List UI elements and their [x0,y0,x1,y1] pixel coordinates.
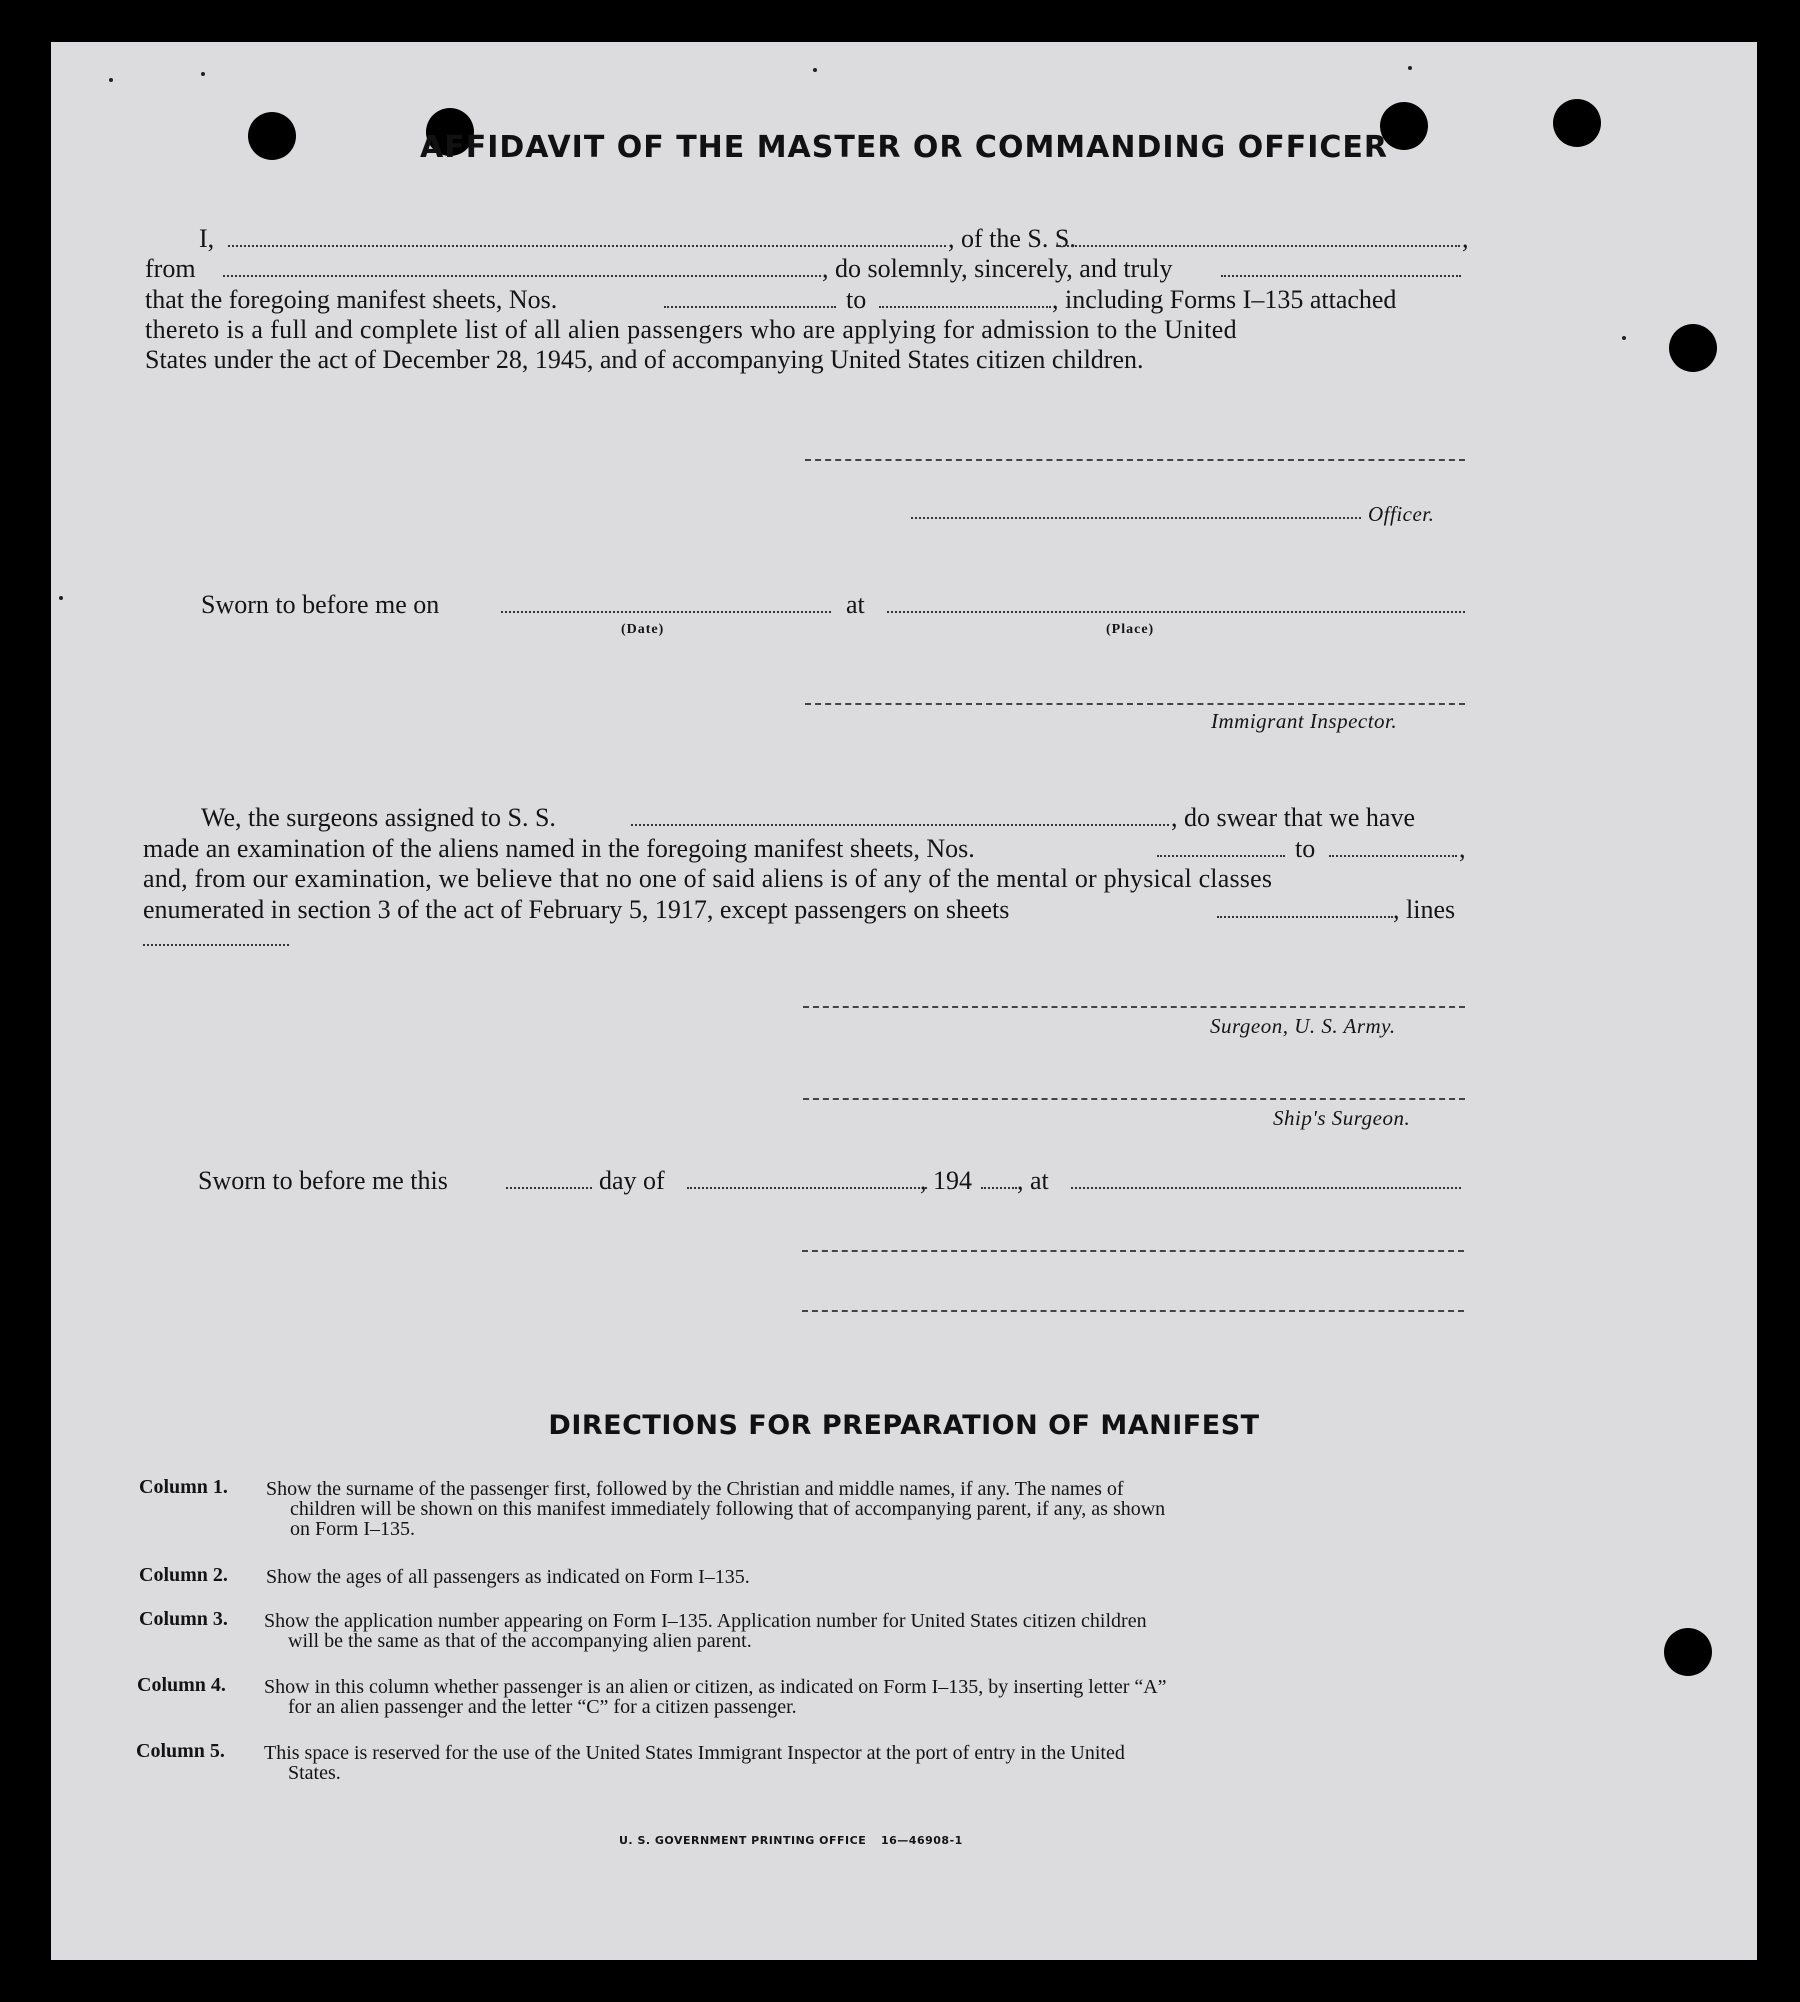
place-label: (Place) [1106,622,1155,637]
oath-field[interactable] [1221,275,1461,277]
master-name-field[interactable] [228,245,946,247]
ship-surgeon-signature-line[interactable] [803,1098,1465,1100]
exam-sheet-from-field[interactable] [1157,855,1285,857]
column-description: Show the surname of the passenger first, followed by the Christian and middle names, if any. The names of children will be shown on this manifest immediately following that of accompanying parent, if any, as shown on Form I–135. [266,1478,1166,1540]
affidavit-text: States under the act of December 28, 1945, and of accompanying United States citizen children. [145,345,1144,374]
column-description: Show the ages of all passengers as indicated on Form I–135. [266,1566,750,1588]
affidavit-text: , [1462,224,1469,253]
affidavit-text: I, [199,224,215,253]
column-label: Column 1. [139,1476,228,1498]
affidavit-text: , do solemnly, sincerely, and truly [822,254,1173,283]
affidavit-text: to [846,285,867,314]
date-label: (Date) [621,622,665,637]
column-description: Show in this column whether passenger is an alien or citizen, as indicated on Form I–135, by inserting letter “A” for an alien passenger and the letter “C” for a citizen passenger. [264,1676,1167,1718]
inspector-signature-line[interactable] [805,703,1465,705]
speck [201,72,205,76]
officer-title-line[interactable] [911,517,1361,519]
affidavit-text: , of the S. S. [948,224,1076,253]
exam-sheet-to-field[interactable] [1329,855,1457,857]
column-label: Column 2. [139,1564,228,1586]
printer-credit: U. S. GOVERNMENT PRINTING OFFICE [619,1834,867,1847]
sheet-from-field[interactable] [664,306,836,308]
sworn-place-field[interactable] [887,611,1465,613]
ship-name-field[interactable] [1056,245,1460,247]
surgeons-text: , lines [1393,895,1456,924]
inspector-label: Immigrant Inspector. [1211,709,1398,733]
officer-signature-line[interactable] [805,459,1465,461]
sworn-text: Sworn to before me on [201,590,440,619]
form-code: 16—46908-1 [881,1834,963,1847]
sworn-month-field[interactable] [687,1187,927,1189]
surgeons-text: made an examination of the aliens named in the foregoing manifest sheets, Nos. [143,834,975,863]
speck [1408,66,1412,70]
sworn-text: , 194 [920,1166,972,1195]
sworn-text: day of [599,1166,665,1195]
surgeons-text: , [1459,834,1466,863]
army-surgeon-label: Surgeon, U. S. Army. [1210,1014,1396,1038]
punch-hole [1553,99,1601,147]
punch-hole [1669,324,1717,372]
sheet-to-field[interactable] [879,306,1051,308]
sworn-year-field[interactable] [981,1187,1017,1189]
column-label: Column 3. [139,1608,228,1630]
speck [1622,336,1626,340]
surgeon-ship-field[interactable] [631,824,1169,826]
directions-title: DIRECTIONS FOR PREPARATION OF MANIFEST [548,1410,1260,1441]
speck [109,78,113,82]
except-sheets-field[interactable] [1217,916,1393,918]
sworn-at-field[interactable] [1071,1187,1461,1189]
officer-label: Officer. [1368,502,1435,526]
column-label: Column 4. [137,1674,226,1696]
surgeons-text: We, the surgeons assigned to S. S. [201,803,556,832]
army-surgeon-signature-line[interactable] [803,1006,1465,1008]
affidavit-text: that the foregoing manifest sheets, Nos. [145,285,558,314]
sworn-text: , at [1017,1166,1049,1195]
surgeons-text: enumerated in section 3 of the act of February 5, 1917, except passengers on sheets [143,895,1010,924]
sworn-day-field[interactable] [506,1187,592,1189]
affidavit-text: , including Forms I–135 attached [1052,285,1397,314]
sworn-date-field[interactable] [501,611,831,613]
sworn-text: Sworn to before me this [198,1166,448,1195]
surgeons-text: to [1295,834,1316,863]
column-description: Show the application number appearing on Form I–135. Application number for United States citizen children will be the same as that of the accompanying alien parent. [264,1610,1147,1652]
affidavit-text: from [145,254,196,283]
ship-surgeon-label: Ship's Surgeon. [1273,1106,1411,1130]
punch-hole [1664,1628,1712,1676]
signature-line[interactable] [802,1310,1464,1312]
sworn-text: at [846,590,865,619]
affidavit-text: thereto is a full and complete list of all alien passengers who are applying for admission to the United [145,315,1238,344]
column-label: Column 5. [136,1740,225,1762]
from-port-field[interactable] [223,275,821,277]
form-page [51,42,1757,1960]
affidavit-title: AFFIDAVIT OF THE MASTER OR COMMANDING OFFICER [420,130,1388,165]
except-lines-field[interactable] [143,944,289,946]
speck [59,596,63,600]
surgeons-text: , do swear that we have [1171,803,1416,832]
speck [813,68,817,72]
surgeons-text: and, from our examination, we believe that no one of said aliens is of any of the mental or physical classes [143,864,1273,893]
signature-line[interactable] [802,1250,1464,1252]
column-description: This space is reserved for the use of the United States Immigrant Inspector at the port of entry in the United States. [264,1742,1125,1784]
